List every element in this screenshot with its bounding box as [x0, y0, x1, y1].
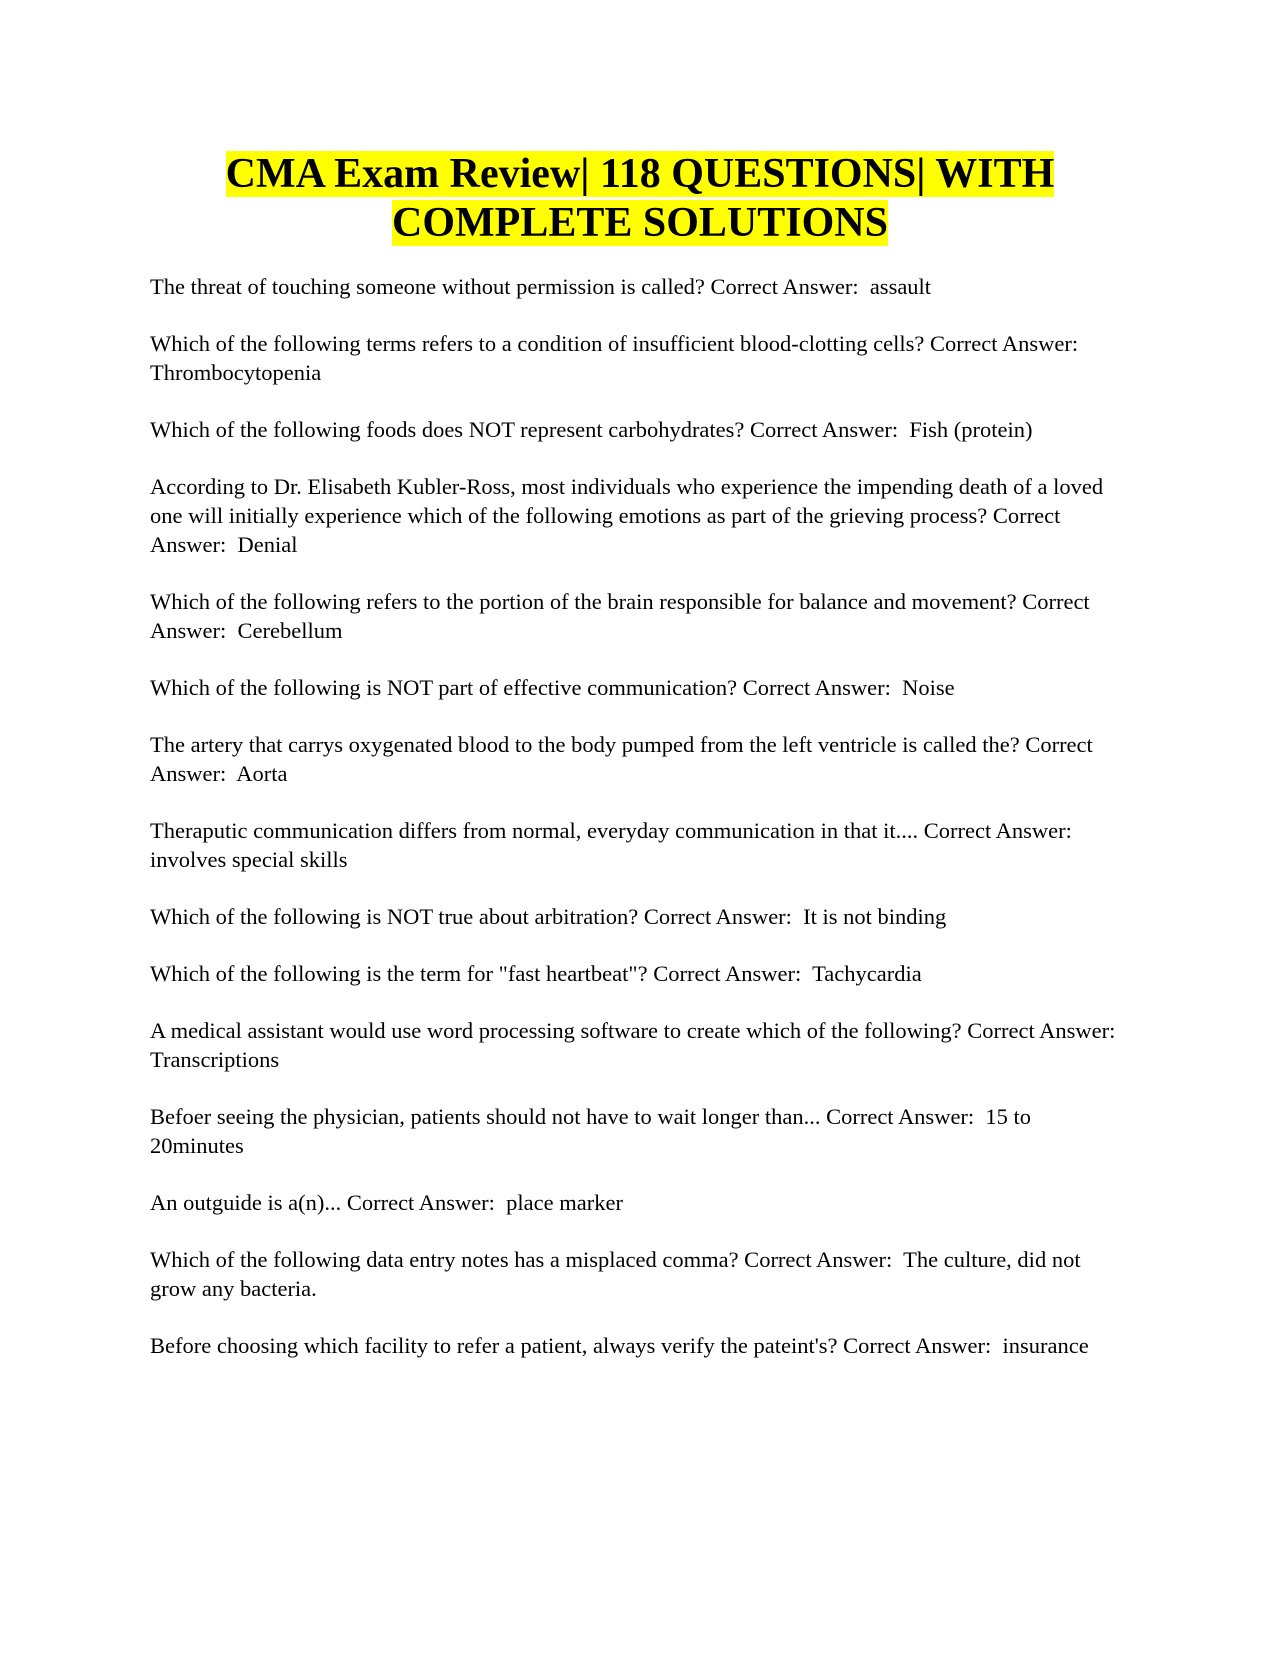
- question-item: Which of the following is NOT part of effective communication? Correct Answer: Noise: [150, 675, 955, 700]
- question-item: Theraputic communication differs from normal, everyday communication in that it.... Correct Answer: involves special skills: [150, 818, 1084, 872]
- question-list: [150, 272, 1130, 1388]
- question-item: Which of the following foods does NOT represent carbohydrates? Correct Answer: Fish (protein): [150, 417, 1033, 442]
- question-item: Which of the following is the term for "fast heartbeat"? Correct Answer: Tachycardia: [150, 961, 922, 986]
- title-line-1: CMA Exam Review| 118 QUESTIONS| WITH: [225, 151, 1055, 197]
- question-item: Which of the following data entry notes has a misplaced comma? Correct Answer: The culture, did not grow any bacteria.: [150, 1247, 1087, 1301]
- question-item: Which of the following refers to the portion of the brain responsible for balance and movement? Correct Answer: Cerebellum: [150, 589, 1095, 643]
- question-item: A medical assistant would use word processing software to create which of the following? Correct Answer: Transcriptions: [150, 1018, 1127, 1072]
- question-item: Before choosing which facility to refer a patient, always verify the pateint's? Correct Answer: insurance: [150, 1333, 1089, 1358]
- question-item: An outguide is a(n)... Correct Answer: place marker: [150, 1190, 623, 1215]
- question-item: The threat of touching someone without permission is called? Correct Answer: assault: [150, 274, 932, 299]
- question-item: According to Dr. Elisabeth Kubler-Ross, most individuals who experience the impending death of a loved one will initially experience which of the following emotions as part of the grieving process? Correct Answer: Denial: [150, 474, 1109, 557]
- question-item: Which of the following is NOT true about arbitration? Correct Answer: It is not binding: [150, 904, 947, 929]
- question-item: The artery that carrys oxygenated blood to the body pumped from the left ventricle is called the? Correct Answer: Aorta: [150, 732, 1098, 786]
- document-title: [150, 150, 1130, 248]
- title-line-2: COMPLETE SOLUTIONS: [392, 200, 888, 246]
- question-item: Befoer seeing the physician, patients should not have to wait longer than... Correct Answer: 15 to 20minutes: [150, 1104, 1037, 1158]
- question-item: Which of the following terms refers to a condition of insufficient blood-clotting cells? Correct Answer: Thrombocytopenia: [150, 331, 1089, 385]
